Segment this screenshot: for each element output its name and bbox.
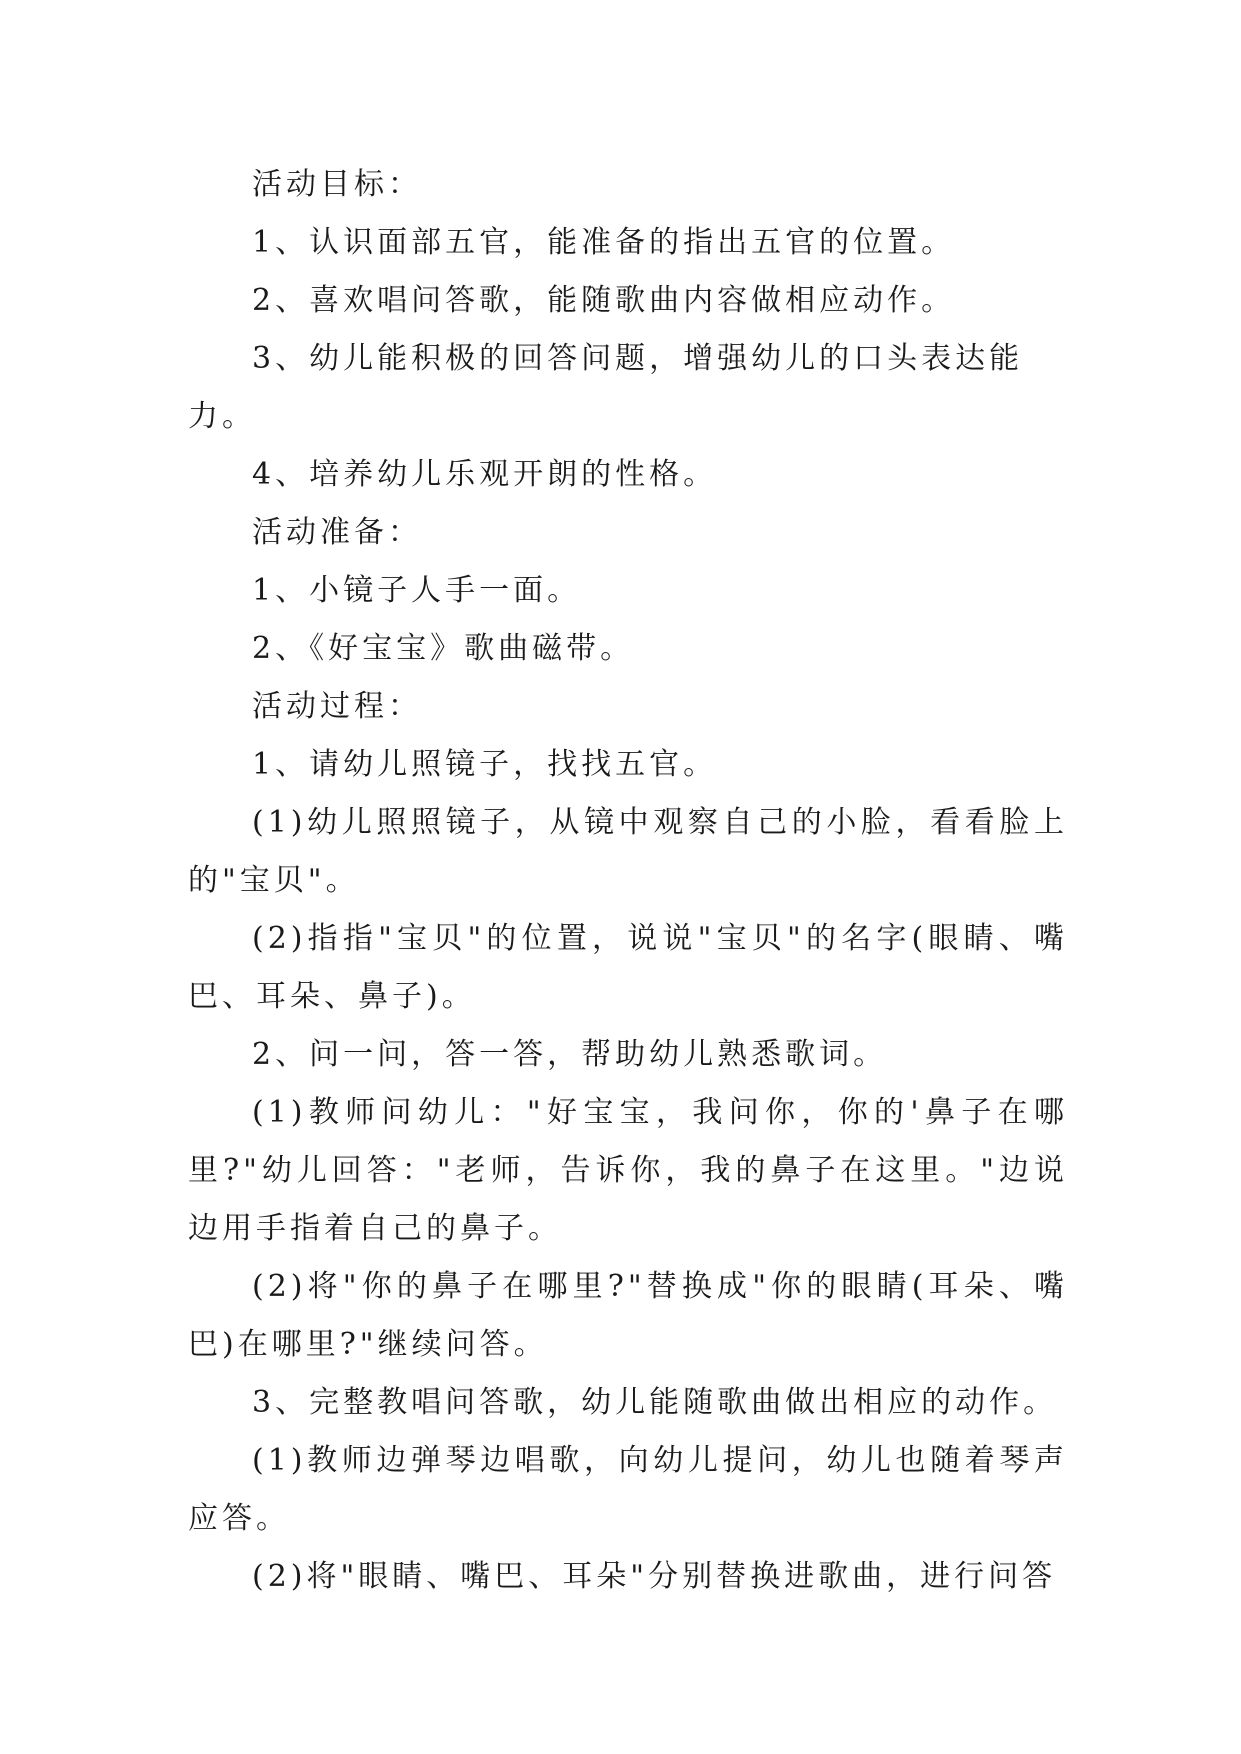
section-heading-process: 活动过程： (252, 689, 422, 724)
document-body (188, 156, 1068, 1606)
process-step-2-sub-2: (2)将"你的鼻子在哪里?"替换成"你的眼睛(耳朵、嘴巴)在哪里?"继续问答。 (188, 1269, 1068, 1362)
process-step-1: 1、请幼儿照镜子，找找五官。 (252, 747, 718, 782)
process-step-1-sub-2: (2)指指"宝贝"的位置，说说"宝贝"的名字(眼睛、嘴巴、耳朵、鼻子)。 (188, 921, 1068, 1014)
process-step-2-sub-1: (1)教师问幼儿："好宝宝，我问你，你的'鼻子在哪里?"幼儿回答："老师，告诉你，我的鼻子在这里。"边说边用手指着自己的鼻子。 (188, 1095, 1068, 1246)
goal-item-1: 1、认识面部五官，能准备的指出五官的位置。 (252, 225, 956, 260)
preparation-item-2: 2、《好宝宝》歌曲磁带。 (252, 631, 635, 666)
goal-item-2: 2、喜欢唱问答歌，能随歌曲内容做相应动作。 (252, 283, 956, 318)
goal-item-3: 3、幼儿能积极的回答问题，增强幼儿的口头表达能力。 (188, 341, 1024, 434)
process-step-3-sub-2: (2)将"眼睛、嘴巴、耳朵"分别替换进歌曲，进行问答 (252, 1559, 1057, 1594)
section-heading-preparation: 活动准备： (252, 515, 422, 550)
process-step-2: 2、问一问，答一答，帮助幼儿熟悉歌词。 (252, 1037, 888, 1072)
process-step-3: 3、完整教唱问答歌，幼儿能随歌曲做出相应的动作。 (252, 1385, 1058, 1420)
section-heading-goals: 活动目标： (252, 167, 422, 202)
process-step-1-sub-1: (1)幼儿照照镜子，从镜中观察自己的小脸，看看脸上的"宝贝"。 (188, 805, 1068, 898)
process-step-3-sub-1: (1)教师边弹琴边唱歌，向幼儿提问，幼儿也随着琴声应答。 (188, 1443, 1068, 1536)
goal-item-4: 4、培养幼儿乐观开朗的性格。 (252, 457, 718, 492)
preparation-item-1: 1、小镜子人手一面。 (252, 573, 582, 608)
